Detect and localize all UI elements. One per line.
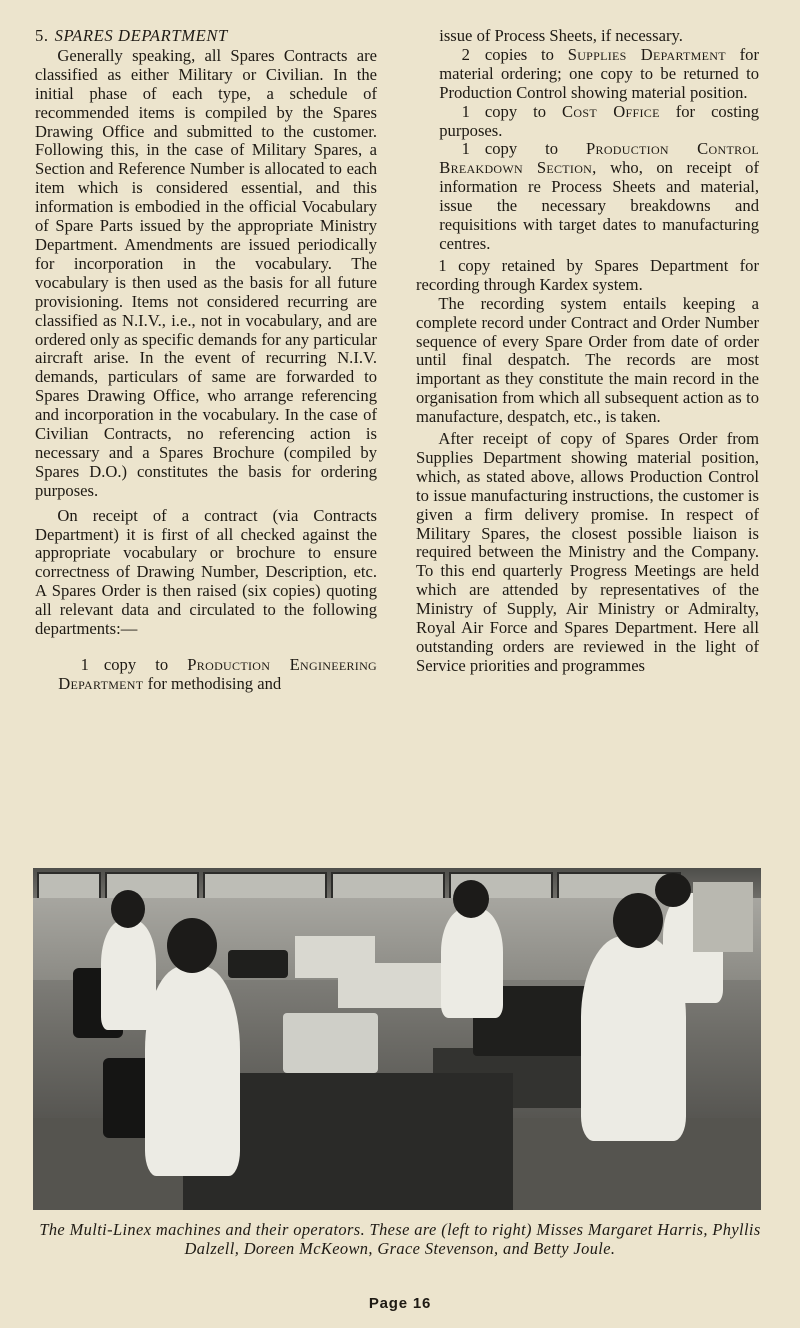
- page-number: Page 16: [368, 1295, 432, 1312]
- paragraph-contract-receipt: On receipt of a contract (via Contracts Department) it is first of all checked against the appropriate vocabulary or brochure to ensure correctness of Drawing Number, Description, etc. A Spares Order is then raised (six copies) quoting all relevant data and circulated to the following departments:—: [35, 505, 377, 639]
- operator-head: [167, 918, 217, 973]
- operator-head: [655, 873, 691, 907]
- multi-linex-machine: [283, 1013, 378, 1073]
- section-number: 5.: [35, 26, 49, 45]
- window-pane: [331, 872, 445, 900]
- office-photograph: [33, 868, 761, 1210]
- window-pane: [37, 872, 101, 900]
- section-heading: [35, 27, 377, 46]
- paper-stack: [338, 963, 458, 1008]
- paragraph-recording-system: The recording system entails keeping a complete record under Contract and Order Number sequence of every Spare Order from date of order until final despatch. The records are most important as they constitute the main record in the organisation from which all subsequent action as to manufacture, despatch, etc., is taken.: [416, 293, 759, 427]
- operator-head: [111, 890, 145, 928]
- right-column: [416, 27, 759, 676]
- distribution-item-continuation: issue of Process Sheets, if necessary.: [439, 26, 683, 45]
- operator-head: [613, 893, 663, 948]
- photo-caption: The Multi-Linex machines and their operators. These are (left to right) Misses Margaret Harris, Phyllis Dalzell, Doreen McKeown, Grace Stevenson, and Betty Joule.: [39, 1220, 761, 1259]
- operator-head: [453, 880, 489, 918]
- distribution-item-supplies: 2 copies to Supplies Department for material ordering; one copy to be returned to Production Control showing material position.: [439, 44, 759, 102]
- filing-tray: [693, 882, 753, 952]
- left-column: [35, 27, 377, 694]
- operator-figure: [145, 966, 240, 1176]
- distribution-item-production-control: 1 copy to Production Control Breakdown Section, who, on receipt of information re Process Sheets and material, issue the necessary breakdowns and requisitions with target dates to manufacturing centres.: [439, 139, 759, 253]
- window-pane: [203, 872, 327, 900]
- paragraph-classification: Generally speaking, all Spares Contracts are classified as either Military or Civilian. In the initial phase of each type, a schedule of recommended items is compiled by the Spares Drawing Office and submitted to the customer. Following this, in the case of Military Spares, a Section and Reference Number is allocated to each item which is considered essential, and this information is embodied in the official Vocabulary of Spare Parts issued by the appropriate Ministry Department. Amendments are issued periodically for incorporation in the vocabulary. The vocabulary is then used as the basis for all future provisioning. Items not considered recurring are classified as N.I.V., i.e., not in vocabulary, and are ordered only as specific demands for any particular aircraft arise. In the event of recurring N.I.V. demands, particulars of same are forwarded to Spares Drawing Office, who arrange referencing and incorporation in the vocabulary. In the case of Civilian Contracts, no referencing action is necessary and a Spares Brochure (compiled by Spares D.O.) constitutes the basis for ordering purposes.: [35, 45, 377, 500]
- distribution-item-cost-office: 1 copy to Cost Office for costing purposes.: [439, 101, 760, 140]
- operator-figure: [441, 908, 503, 1018]
- distribution-item-spares-department: 1 copy retained by Spares Department for recording through Kardex system.: [416, 255, 759, 294]
- typewriter: [228, 950, 288, 978]
- section-title: SPARES DEPARTMENT: [54, 26, 228, 45]
- distribution-item-production-engineering: 1 copy to Production Engineering Department for methodising and: [58, 655, 378, 693]
- paragraph-delivery-promise: After receipt of copy of Spares Order from Supplies Department showing material position, which, as stated above, allows Production Control to issue manufacturing instructions, the customer is given a firm delivery promise. In respect of Military Spares, the closest possible liaison is required between the Ministry and the Company. To this end quarterly Progress Meetings are held which are attended by representatives of the Ministry of Supply, Air Ministry or Admiralty, Royal Air Force and Spares Department. Here all outstanding orders are reviewed in the light of Service priorities and programmes: [416, 429, 759, 675]
